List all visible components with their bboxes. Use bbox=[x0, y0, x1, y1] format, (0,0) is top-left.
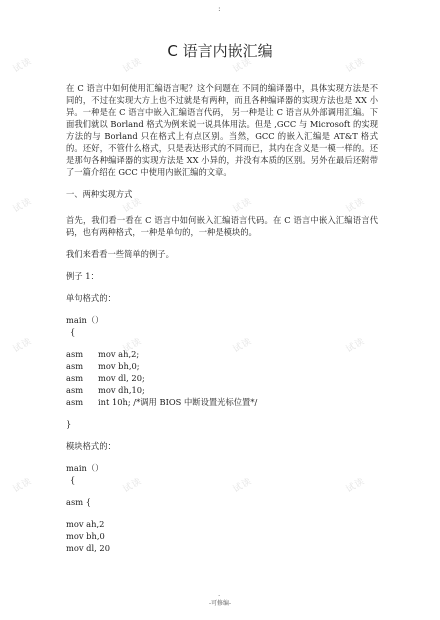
code-line bbox=[66, 372, 378, 384]
single-format-label: 单句格式的： bbox=[66, 293, 116, 303]
intro-paragraph: 在 C 语言中如何使用汇编语言呢？这个问题在 不同的编译器中，具体实现方法是不同的，不过在实现大方上也不过就是有两种，而且各种编译器的实现方法也是 XX 小异。一种是在 C 语言中嵌入汇编语言代码， 另一种是让 C 语言从外部调用汇编。下面我们就以 Borland 格式为例来说一说具体用法。但是 ,GCC 与 Microsoft 的实现方法的与 Borland 只在格式上有点区别。当然，GCC 的嵌入汇编是 AT&T 格式的。还好，不管什么格式，只是表达形式的不同而已，其内在含义是一模一样的。还是那句各种编译器的实现方法是 XX 小异的，并没有本质的区别。另外在最后还附带了一篇介绍在 GCC 中使用内嵌汇编的文章。 bbox=[66, 83, 378, 177]
watermark: 试读 bbox=[121, 56, 144, 76]
watermark: 试读 bbox=[11, 196, 34, 216]
watermark: 试读 bbox=[231, 196, 254, 216]
footer-mark: . bbox=[218, 590, 221, 598]
watermark: 试读 bbox=[231, 476, 254, 496]
code-line bbox=[66, 348, 378, 360]
code-operand: mov dh,10; bbox=[98, 385, 145, 395]
watermark: 试读 bbox=[121, 196, 144, 216]
code-operand: mov dl, 20; bbox=[98, 373, 145, 383]
code-operand: mov bh,0; bbox=[98, 361, 140, 371]
code-line bbox=[66, 396, 378, 408]
code-keyword: asm bbox=[66, 385, 84, 395]
watermark: 试读 bbox=[231, 336, 254, 356]
watermark: 试读 bbox=[121, 336, 144, 356]
watermark: 试读 bbox=[121, 476, 144, 496]
code-keyword: asm bbox=[66, 373, 84, 383]
page-footer: -可修编- bbox=[208, 600, 232, 607]
watermark: 试读 bbox=[344, 476, 367, 496]
code-line bbox=[66, 360, 378, 372]
example-label: 例子 1： bbox=[66, 271, 99, 281]
code-line: mov ah,2 bbox=[66, 519, 105, 529]
block-format-label: 模块格式的： bbox=[66, 441, 116, 451]
watermark: 试读 bbox=[11, 56, 34, 76]
watermark: 试读 bbox=[344, 56, 367, 76]
paragraph-look: 我们来看看一些简单的例子。 bbox=[66, 249, 174, 259]
code-keyword: asm bbox=[66, 349, 84, 359]
code-line: mov dl, 20 bbox=[66, 543, 110, 553]
code-operand: mov ah,2; bbox=[98, 349, 140, 359]
watermark: 试读 bbox=[344, 196, 367, 216]
code-close-brace: } bbox=[66, 419, 72, 429]
code-asm-open: asm { bbox=[66, 497, 91, 507]
watermark: 试读 bbox=[11, 476, 34, 496]
section-heading: 一、两种实现方式 bbox=[66, 189, 133, 199]
code-open-brace: { bbox=[70, 475, 76, 485]
watermark: 试读 bbox=[11, 336, 34, 356]
code-keyword: asm bbox=[66, 361, 84, 371]
page-top-mark: : bbox=[218, 4, 221, 13]
code-main-line: main（） bbox=[66, 463, 104, 473]
code-operand: int 10h; /*调用 BIOS 中断设置光标位置*/ bbox=[98, 397, 258, 407]
code-main-line: main（） bbox=[66, 315, 104, 325]
watermark: 试读 bbox=[344, 336, 367, 356]
watermark: 试读 bbox=[231, 56, 254, 76]
code-open-brace: { bbox=[70, 327, 76, 337]
paragraph-first: 首先，我们看一看在 C 语言中如何嵌入汇编语言代码。在 C 语言中嵌入汇编语言代码，也有两种格式，一种是单句的，一种是模块的。 bbox=[66, 215, 378, 237]
code-line bbox=[66, 384, 378, 396]
page-title: C 语言内嵌汇编 bbox=[167, 42, 273, 60]
code-asm-block bbox=[66, 518, 378, 554]
code-single-block bbox=[66, 348, 378, 408]
document-body bbox=[66, 82, 378, 554]
code-line: mov bh,0 bbox=[66, 531, 105, 541]
code-keyword: asm bbox=[66, 397, 84, 407]
